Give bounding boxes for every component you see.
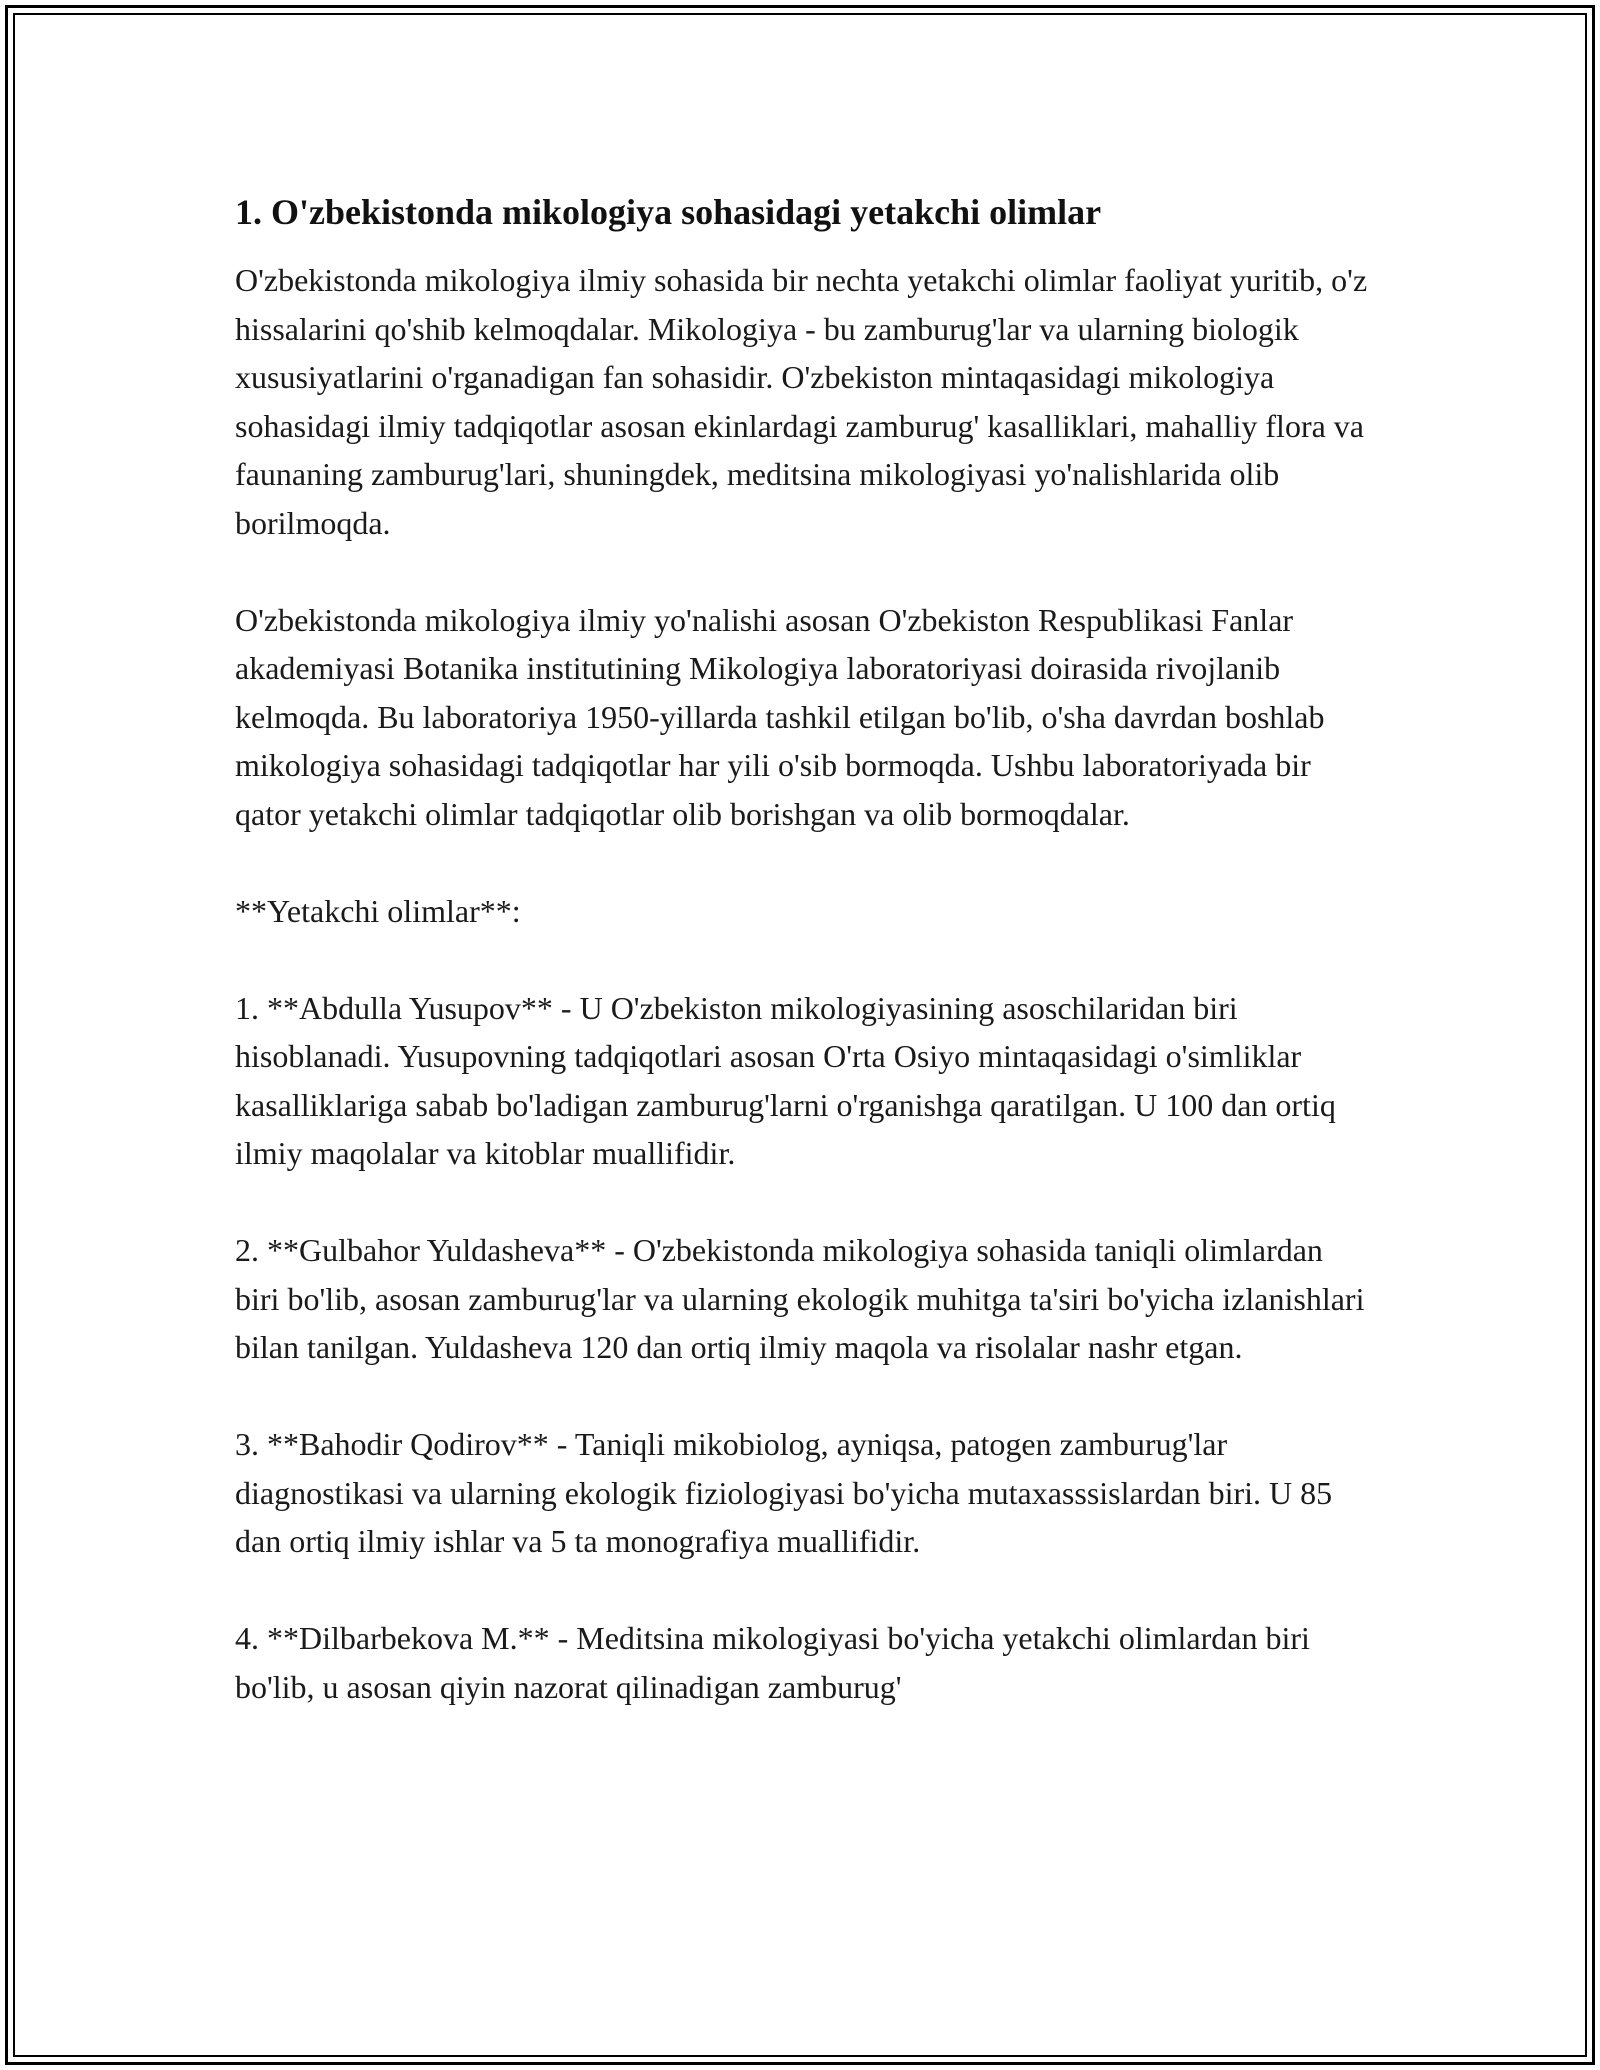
scientist-item-4: 4. **Dilbarbekova M.** - Meditsina mikologiyasi bo'yicha yetakchi olimlardan biri bo'lib, u asosan qiyin nazorat qilinadigan zamburug' (235, 1620, 1310, 1705)
scientist-item-2: 2. **Gulbahor Yuldasheva** - O'zbekistonda mikologiya sohasida taniqli olimlardan biri bo'lib, asosan zamburug'lar va ularning ekologik muhitga ta'siri bo'yicha izlanishlari bilan tanilgan. Yuldasheva 120 dan ortiq ilmiy maqola va risolalar nashr etgan. (235, 1232, 1365, 1365)
document-body (235, 186, 1375, 1711)
section-heading: 1. O'zbekistonda mikologiya sohasidagi yetakchi olimlar (235, 192, 1102, 232)
intro-paragraph: O'zbekistonda mikologiya ilmiy sohasida bir nechta yetakchi olimlar faoliyat yuritib, o'z hissalarini qo'shib kelmoqdalar. Mikologiya - bu zamburug'lar va ularning biologik xususiyatlarini o'rganadigan fan sohasidir. O'zbekiston mintaqasidagi mikologiya sohasidagi ilmiy tadqiqotlar asosan ekinlardagi zamburug' kasalliklari, mahalliy flora va faunaning zamburug'lari, shuningdek, meditsina mikologiyasi yo'nalishlarida olib borilmoqda. (235, 262, 1368, 541)
scientist-item-1: 1. **Abdulla Yusupov** - U O'zbekiston mikologiyasining asoschilaridan biri hisoblanadi. Yusupovning tadqiqotlari asosan O'rta Osiyo mintaqasidagi o'simliklar kasalliklariga sabab bo'ladigan zamburug'larni o'rganishga qaratilgan. U 100 dan ortiq ilmiy maqolalar va kitoblar muallifidir. (235, 989, 1336, 1171)
laboratory-paragraph: O'zbekistonda mikologiya ilmiy yo'nalishi asosan O'zbekiston Respublikasi Fanlar akademiyasi Botanika institutining Mikologiya laboratoriyasi doirasida rivojlanib kelmoqda. Bu laboratoriya 1950-yillarda tashkil etilgan bo'lib, o'sha davrdan boshlab mikologiya sohasidagi tadqiqotlar har yili o'sib bormoqda. Ushbu laboratoriyada bir qator yetakchi olimlar tadqiqotlar olib borishgan va olib bormoqdalar. (235, 601, 1325, 832)
scientist-item-3: 3. **Bahodir Qodirov** - Taniqli mikobiolog, ayniqsa, patogen zamburug'lar diagnostikasi va ularning ekologik fiziologiyasi bo'yicha mutaxasssislardan biri. U 85 dan ortiq ilmiy ishlar va 5 ta monografiya muallifidir. (235, 1426, 1333, 1559)
leading-scientists-label: **Yetakchi olimlar**: (235, 892, 521, 929)
